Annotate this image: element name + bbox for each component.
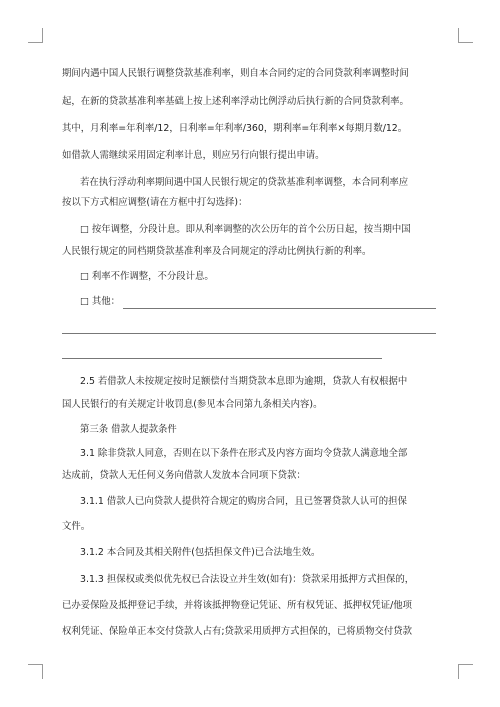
fill-in-line[interactable] — [62, 333, 436, 334]
text-line: 达成前，贷款人无任何义务向借款人发放本合同项下贷款： — [62, 470, 306, 481]
text-line: 权利凭证、保险单正本交付贷款人占有;贷款采用质押方式担保的，已将质物交付贷款 — [62, 626, 413, 637]
crop-mark-top-right — [458, 28, 473, 43]
checkbox-option-annual[interactable]: □ 按年调整，分段计息。即从利率调整的次公历年的首个公历日起，按当期中国 — [80, 224, 411, 235]
text-line: 其中，月利率=年利率/12，日利率=年利率/360，期利率=年利率×每期月数/12。 — [62, 123, 408, 134]
text-line: 按以下方式相应调整(请在方框中打勾选择)： — [62, 197, 248, 208]
text-line: 起，在新的贷款基准利率基础上按上述利率浮动比例浮动后执行新的合同贷款利率。 — [62, 96, 409, 107]
crop-mark-bottom-left — [28, 664, 43, 679]
crop-mark-bottom-right — [458, 664, 473, 679]
text-line: 文件。 — [62, 521, 91, 532]
section-heading: 第三条 借款人提款条件 — [80, 424, 177, 435]
text-line: 若在执行浮动利率期间遇中国人民银行规定的贷款基准利率调整，本合同利率应 — [80, 177, 409, 188]
checkbox-option-other[interactable]: □ 其他： — [80, 296, 120, 307]
text-line: 如借款人需继续采用固定利率计息，则应另行向银行提出申请。 — [62, 150, 325, 161]
text-line: 国人民银行的有关规定计收罚息(参见本合同第九条相关内容)。 — [62, 399, 323, 410]
crop-mark-top-left — [28, 28, 43, 43]
text-line: 3.1 除非贷款人同意，否则在以下条件在形式及内容方面均令贷款人满意地全部 — [80, 448, 408, 459]
text-line: 已办妥保险及抵押登记手续，并将该抵押物登记凭证、所有权凭证、抵押权凭证/他项 — [62, 600, 413, 611]
text-line: 2.5 若借款人未按规定按时足额偿付当期贷款本息即为逾期，贷款人有权根据中 — [80, 376, 408, 387]
text-line: 期间内遇中国人民银行调整贷款基准利率，则自本合同约定的合同贷款利率调整时间 — [62, 68, 409, 79]
fill-in-line[interactable] — [62, 358, 382, 359]
text-line: 人民银行规定的同档期贷款基准利率及合同规定的浮动比例执行新的利率。 — [62, 246, 372, 257]
checkbox-option-no-adjust[interactable]: □ 利率不作调整，不分段计息。 — [80, 271, 214, 282]
fill-in-line[interactable] — [123, 308, 436, 309]
text-line: 3.1.1 借款人已向贷款人提供符合规定的购房合同，且已签署贷款人认可的担保 — [80, 496, 407, 507]
text-line: 3.1.3 担保权或类似优先权已合法设立并生效(如有)：贷款采用抵押方式担保的， — [80, 574, 415, 585]
text-line: 3.1.2 本合同及其相关附件(包括担保文件)已合法地生效。 — [80, 547, 321, 558]
